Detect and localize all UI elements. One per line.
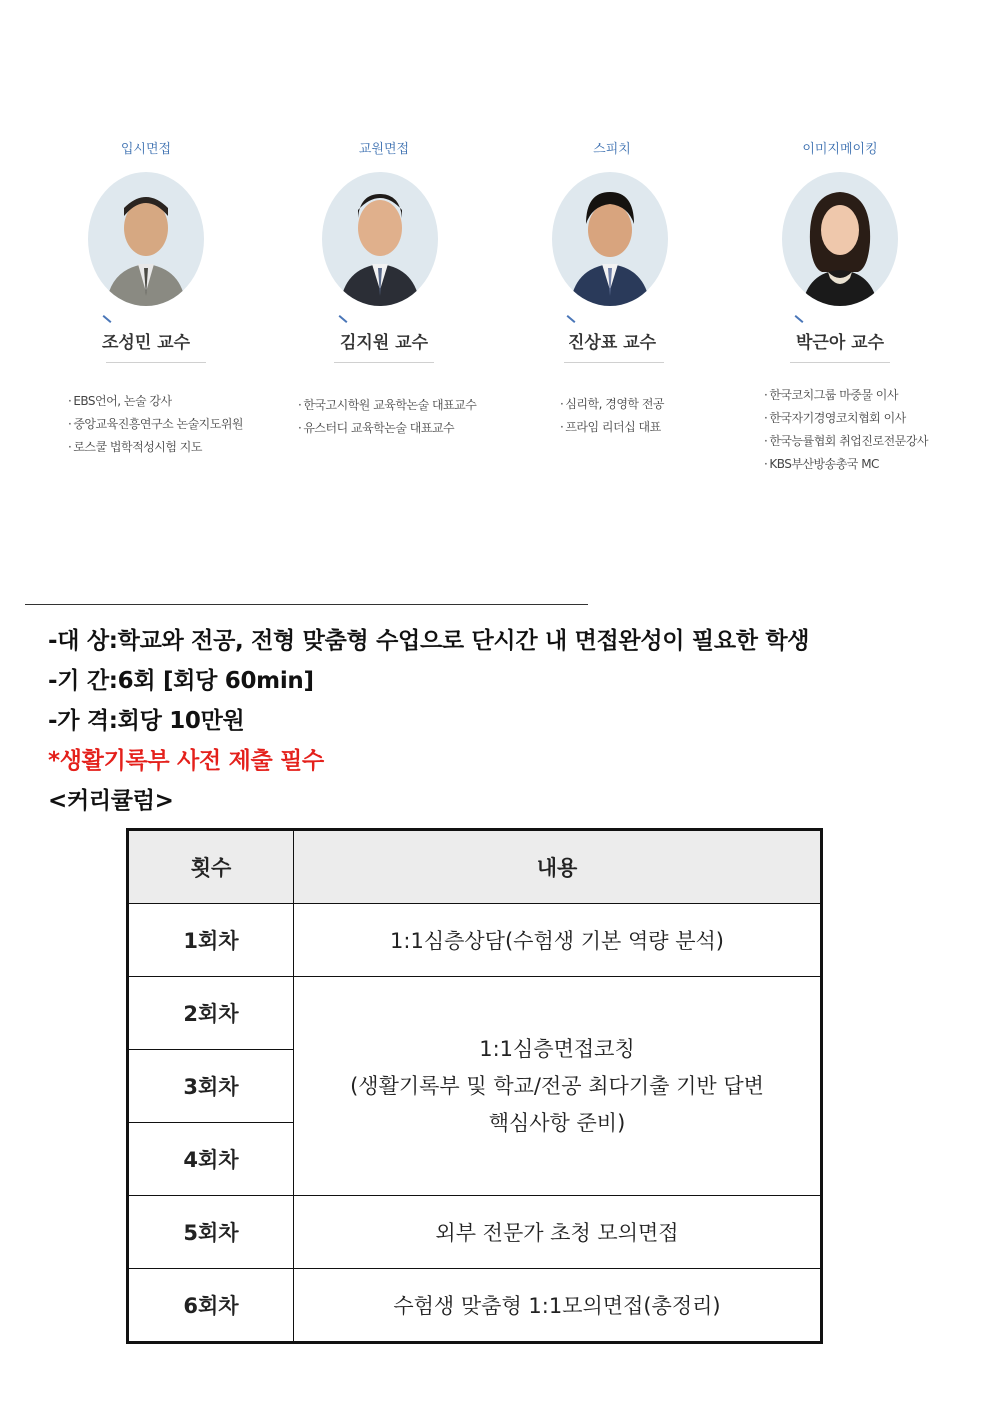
- session-cell: 1회차: [128, 904, 294, 977]
- curriculum-title: <커리큘럼>: [48, 788, 174, 814]
- table-row: [128, 904, 822, 977]
- professor-name: 조성민 교수: [101, 333, 191, 353]
- professor-name: 박근아 교수: [795, 333, 885, 353]
- content-cell: 외부 전문가 초청 모의면접: [294, 1196, 822, 1269]
- merged-content-cell: [294, 977, 822, 1196]
- info-target: -대 상:학교와 전공, 전형 맞춤형 수업으로 단시간 내 면접완성이 필요한 학생: [48, 628, 810, 654]
- professor-bullets: [298, 394, 476, 440]
- professor-category: 입시면접: [120, 142, 172, 157]
- header-content: 내용: [294, 830, 822, 904]
- accent-slash: [567, 315, 576, 323]
- bullet-item: · 한국코치그룹 마중물 이사: [764, 384, 928, 407]
- session-cell: 2회차: [128, 977, 294, 1050]
- accent-slash: [339, 315, 348, 323]
- professor-bullets: [68, 390, 243, 459]
- session-cell: 6회차: [128, 1269, 294, 1343]
- bullet-item: · 한국능률협회 취업진로전문강사: [764, 430, 928, 453]
- bullet-item: · 중앙교육진흥연구소 논술지도위원: [68, 413, 243, 436]
- professor-category: 교원면접: [358, 142, 410, 157]
- table-header-row: [128, 830, 822, 904]
- professor-photo: [322, 172, 438, 306]
- name-underline: [106, 362, 206, 363]
- bullet-item: · 프라임 리더십 대표: [560, 416, 664, 439]
- professor-photo: [782, 172, 898, 306]
- session-cell: 5회차: [128, 1196, 294, 1269]
- content-line: (생활기록부 및 학교/전공 최다기출 기반 답변: [350, 1073, 764, 1098]
- info-notice: *생활기록부 사전 제출 필수: [48, 748, 324, 774]
- name-underline: [334, 362, 434, 363]
- professor-name: 진상표 교수: [567, 333, 657, 353]
- professor-name: 김지원 교수: [339, 333, 429, 353]
- table-row: [128, 977, 822, 1050]
- content-cell: 수험생 맞춤형 1:1모의면접(총정리): [294, 1269, 822, 1343]
- accent-slash: [795, 315, 804, 323]
- name-underline: [790, 362, 890, 363]
- professor-category: 스피치: [593, 142, 631, 157]
- content-cell: 1:1심층상담(수험생 기본 역량 분석): [294, 904, 822, 977]
- content-line: 핵심사항 준비): [488, 1110, 626, 1135]
- name-underline: [564, 362, 664, 363]
- bullet-item: · 심리학, 경영학 전공: [560, 393, 664, 416]
- info-period: -기 간:6회 [회당 60min]: [48, 668, 314, 694]
- header-session: 횟수: [128, 830, 294, 904]
- professor-photo: [88, 172, 204, 306]
- professor-bullets: [560, 393, 664, 439]
- content-line: 1:1심층면접코칭: [479, 1036, 635, 1061]
- bullet-item: · 로스쿨 법학적성시험 지도: [68, 436, 243, 459]
- bullet-item: · EBS언어, 논술 강사: [68, 390, 243, 413]
- professor-bullets: [764, 384, 928, 476]
- bullet-item: · 한국자기경영코치협회 이사: [764, 407, 928, 430]
- session-cell: 3회차: [128, 1050, 294, 1123]
- bullet-item: · 유스터디 교육학논술 대표교수: [298, 417, 476, 440]
- professor-category: 이미지메이킹: [802, 142, 878, 157]
- section-divider: [25, 604, 588, 605]
- session-cell: 4회차: [128, 1123, 294, 1196]
- bullet-item: · KBS부산방송총국 MC: [764, 453, 928, 476]
- table-row: [128, 1269, 822, 1343]
- info-price: -가 격:회당 10만원: [48, 708, 245, 734]
- professor-photo: [552, 172, 668, 306]
- accent-slash: [103, 315, 112, 323]
- curriculum-table: [126, 828, 823, 1344]
- bullet-item: · 한국고시학원 교육학논술 대표교수: [298, 394, 476, 417]
- table-row: [128, 1196, 822, 1269]
